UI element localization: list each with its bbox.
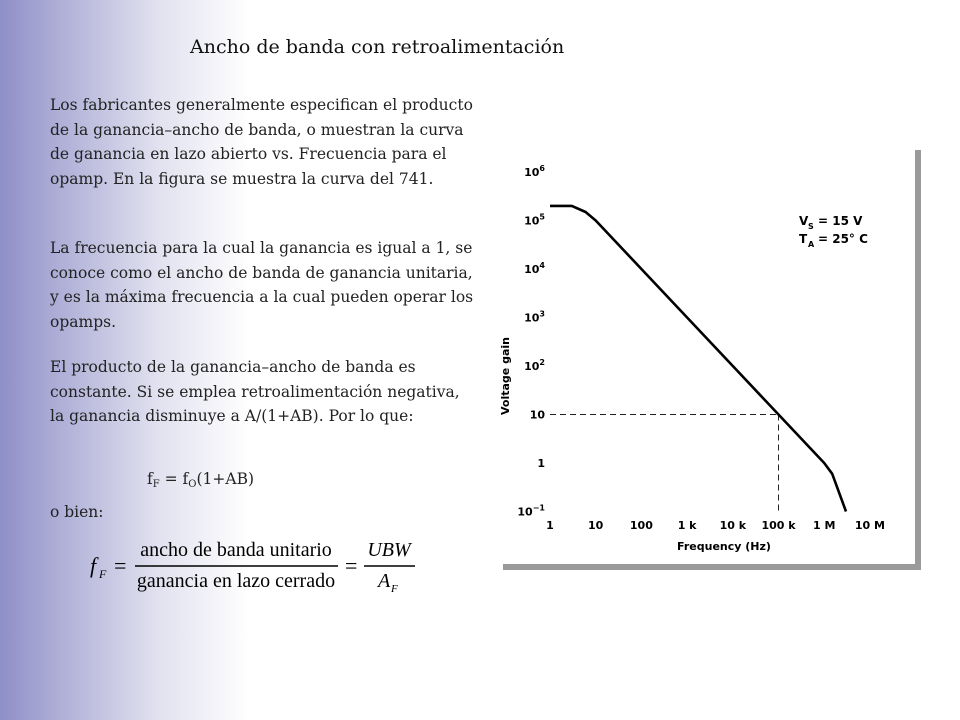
formula-denominator: ganancia en lazo cerrado: [136, 570, 336, 592]
paragraph-2: La frecuencia para la cual la ganancia es igual a 1, se conoce como el ancho de banda de ganancia unitaria, y es la máxima frecuencia a la cual pueden operar los opamps.: [50, 239, 474, 331]
equation-ff-fo: [147, 470, 254, 490]
annotation-vs-symbol: V: [799, 214, 809, 228]
y-tick-label: $10^5$: [524, 212, 545, 228]
y-tick-label: 10: [529, 408, 545, 422]
formula-equals-1: =: [114, 553, 127, 578]
y-tick-label: $10^4$: [524, 261, 545, 276]
x-tick-label: 1 k: [677, 519, 697, 532]
eq-rhs-sub: O: [188, 479, 197, 490]
eq-rhs: (1+AB): [196, 470, 255, 488]
series-group: [550, 206, 846, 512]
formula-af-sub: F: [391, 583, 398, 595]
y-tick-label: $10^2$: [524, 358, 545, 373]
annotation-vs: [799, 214, 863, 231]
y-axis-ticks: [517, 164, 545, 519]
gain-frequency-figure: [497, 144, 915, 564]
y-tick-label: $10^{-1}$: [517, 503, 545, 519]
y-tick-label: $10^6$: [524, 164, 545, 179]
x-axis-label: Frequency (Hz): [677, 540, 771, 553]
gain-frequency-chart: [497, 144, 915, 564]
paragraph-3: El producto de la ganancia–ancho de banda es constante. Si se emplea retroalimentación negativa, la ganancia disminuye a A/(1+AB). Por lo que:: [50, 358, 460, 425]
paragraph-1: Los fabricantes generalmente especifican el producto de la ganancia–ancho de banda, o muestran la curva de ganancia en lazo abierto vs. Frecuencia para el opamp. En la figura se muestra la curva del 741.: [50, 96, 473, 188]
gain-curve-line: [550, 206, 846, 512]
formula-numerator: ancho de banda unitario: [140, 539, 332, 561]
x-tick-label: 1: [546, 519, 554, 532]
formula-ubw: UBW: [367, 539, 411, 561]
formula-lhs: f: [90, 553, 97, 578]
x-tick-label: 1 M: [812, 519, 836, 532]
eq-middle: = f: [159, 470, 189, 488]
y-axis-label: Voltage gain: [499, 337, 512, 415]
x-tick-label: 10 k: [719, 519, 747, 532]
formula-af: A: [378, 570, 391, 592]
annotation-vs-sub: S: [808, 222, 814, 231]
formula-lhs-sub: F: [99, 567, 107, 581]
annotation-ta-symbol: T: [799, 232, 808, 246]
y-tick-label: 1: [537, 457, 545, 470]
formula-svg: [88, 532, 418, 596]
x-tick-label: 100: [629, 519, 653, 532]
formula-equals-2: =: [345, 553, 358, 578]
annotation-vs-value: = 15 V: [818, 214, 863, 228]
eq-lhs: f: [147, 470, 153, 488]
annotation-ta: [799, 232, 868, 249]
x-tick-label: 100 k: [761, 519, 796, 532]
annotation-ta-sub: A: [808, 240, 815, 249]
x-axis-ticks: [546, 519, 885, 532]
slide-title: Ancho de banda con retroalimentación: [190, 36, 565, 58]
y-tick-label: $10^3$: [524, 309, 545, 325]
eq-lhs-sub: F: [152, 479, 160, 490]
x-tick-label: 10 M: [854, 519, 885, 532]
annotation-ta-value: = 25° C: [818, 232, 868, 246]
x-tick-label: 10: [588, 519, 604, 532]
or-text: o bien:: [50, 503, 104, 521]
bandwidth-formula: [88, 532, 418, 596]
